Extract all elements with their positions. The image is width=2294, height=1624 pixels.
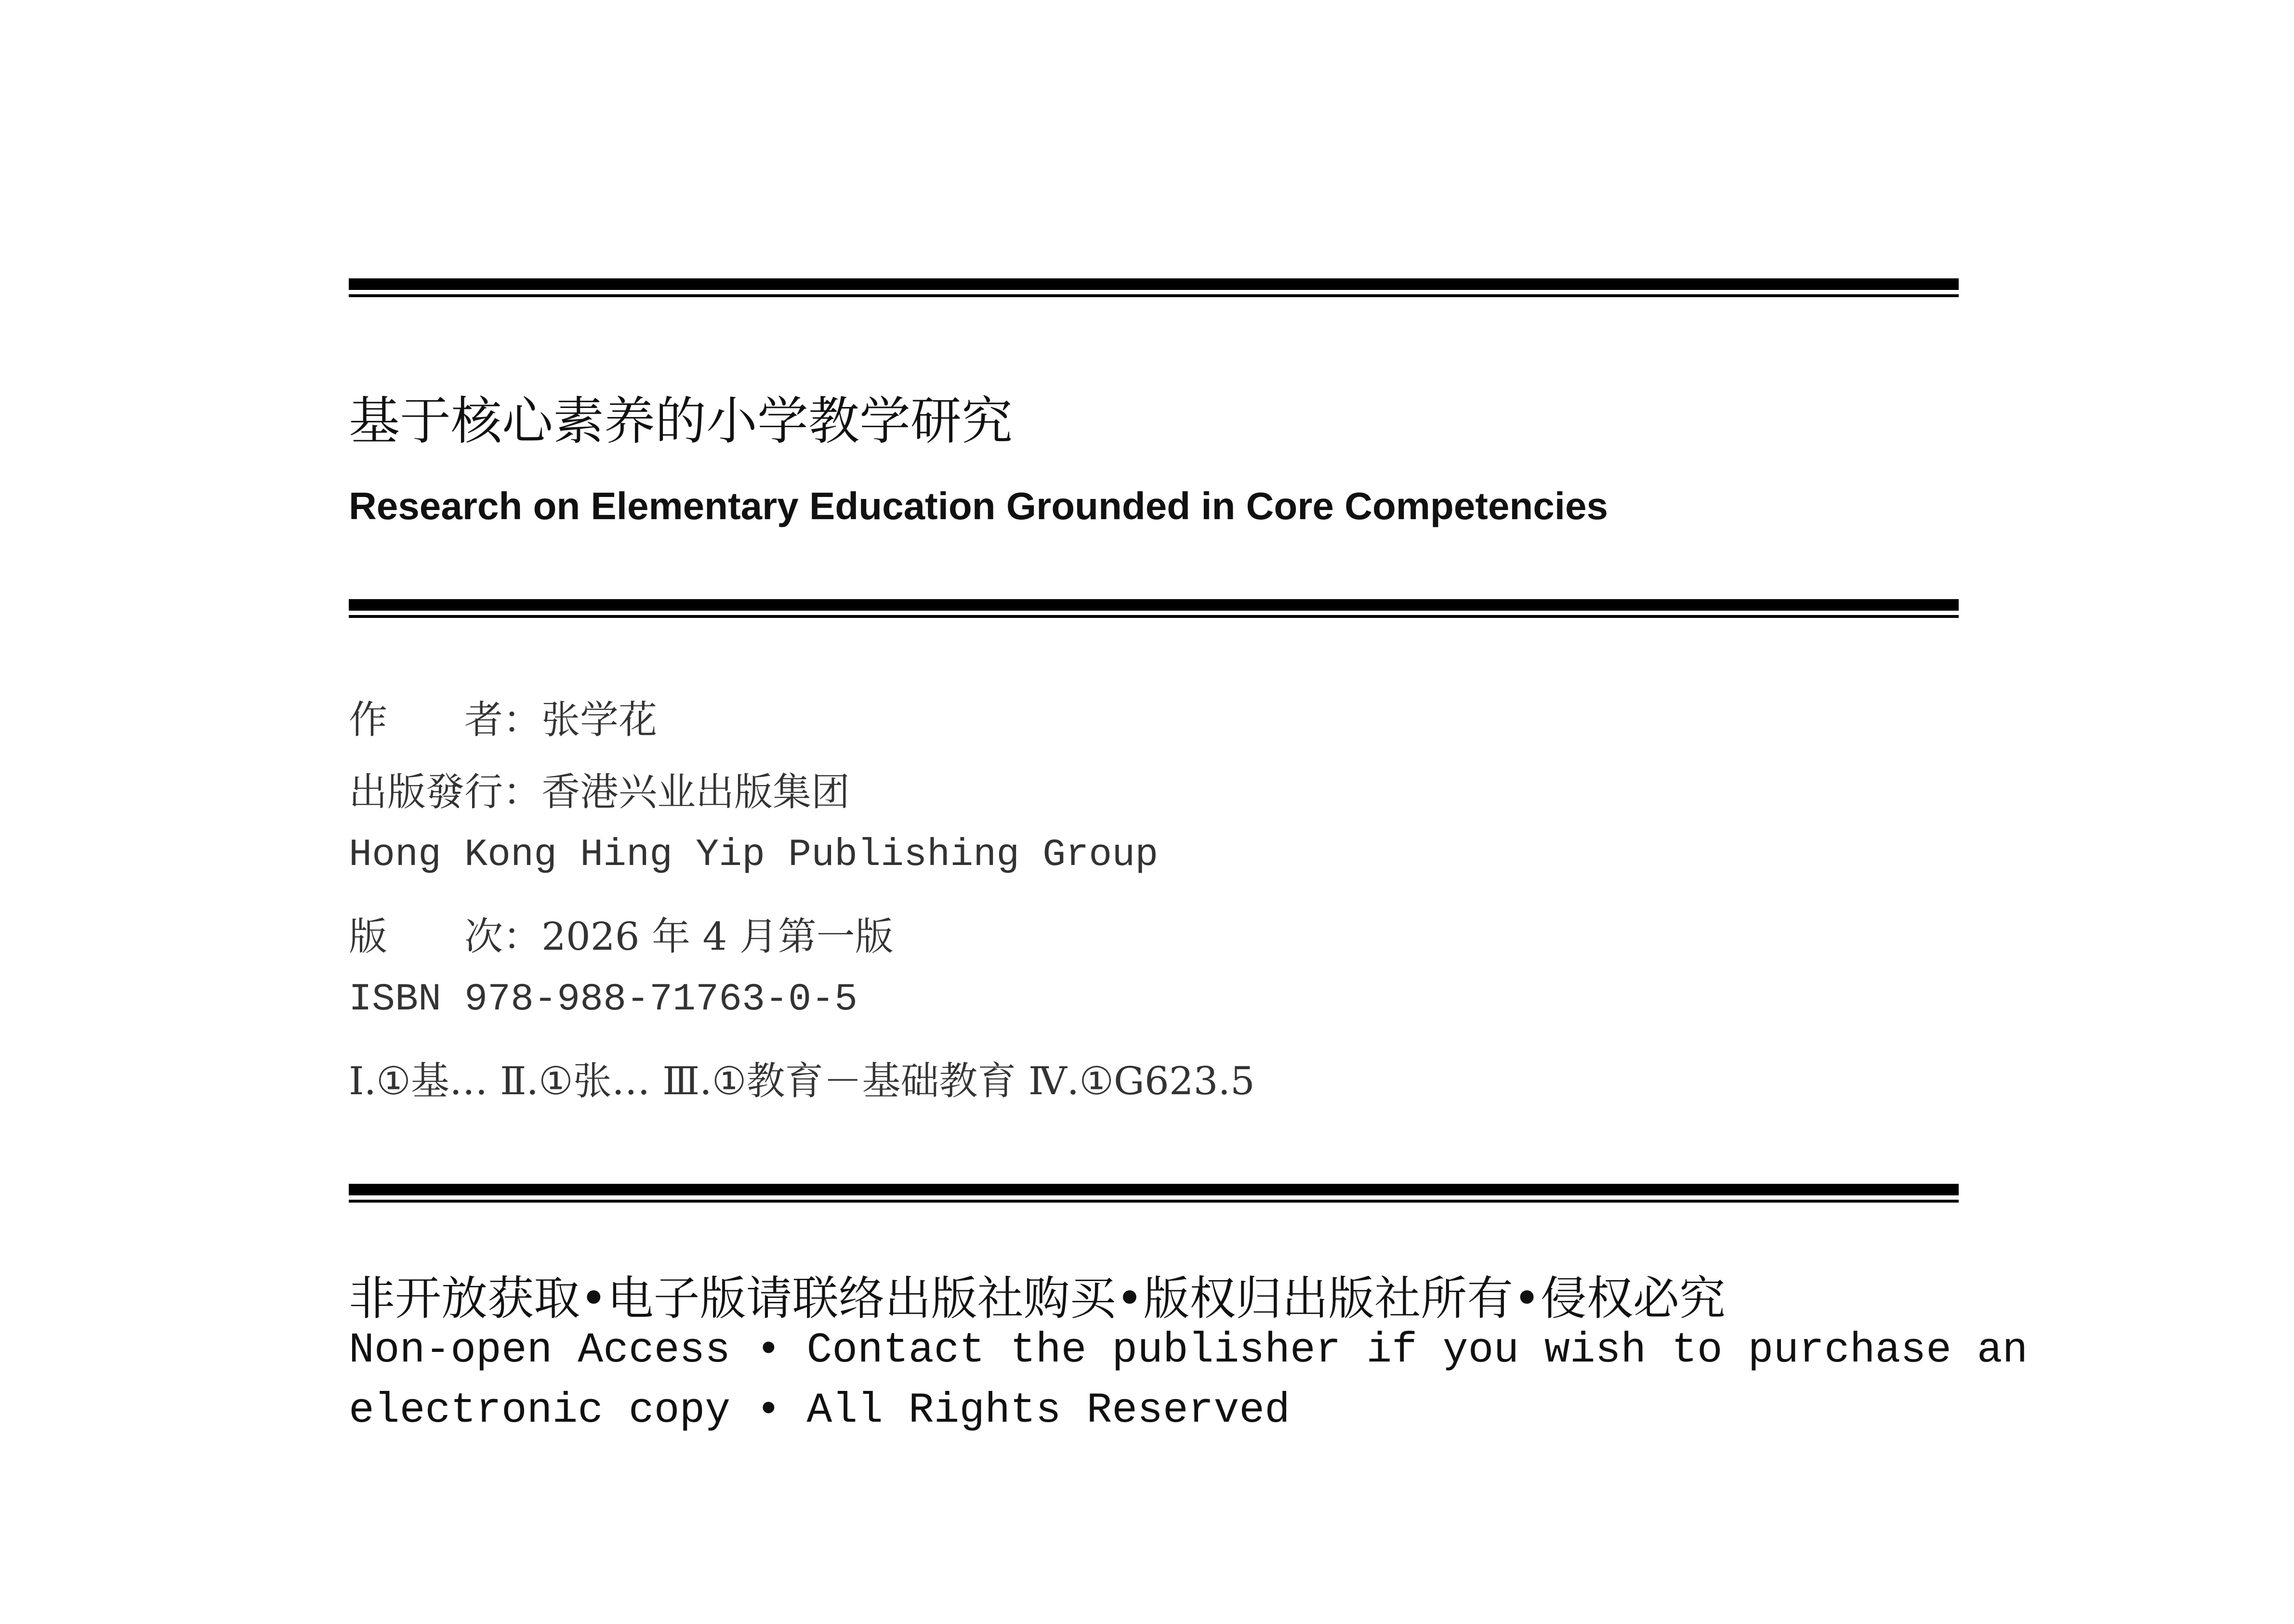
edition-label: 版 次： [349, 914, 541, 959]
isbn-line: ISBN 978-988-71763-0-5 [349, 978, 858, 1022]
copyright-notice-english-line-1: Non-open Access • Contact the publisher if you wish to purchase an [349, 1327, 2028, 1375]
publisher-label: 出版發行： [349, 770, 541, 814]
middle-double-rule [349, 599, 1959, 618]
middle-rule-thick-line [349, 599, 1959, 611]
edition-line [349, 905, 894, 961]
top-rule-thick-line [349, 278, 1959, 290]
middle-rule-thin-line [349, 615, 1959, 618]
bottom-rule-thick-line [349, 1184, 1959, 1195]
publisher-line [349, 761, 850, 816]
cip-classification-line: Ⅰ.①基… Ⅱ.①张… Ⅲ.①教育－基础教育 Ⅳ.①G623.5 [349, 1059, 1255, 1103]
publisher-name: 香港兴业出版集团 [541, 770, 850, 814]
bottom-rule-thin-line [349, 1200, 1959, 1203]
top-double-rule [349, 278, 1959, 297]
author-label: 作 者： [349, 697, 541, 742]
book-title-chinese: 基于核心素养的小学教学研究 [349, 392, 1013, 451]
book-title-english: Research on Elementary Education Grounded in Core Competencies [349, 485, 1608, 527]
top-rule-thin-line [349, 294, 1959, 297]
copyright-notice-english-line-2: electronic copy • All Rights Reserved [349, 1387, 1290, 1435]
publisher-name-english: Hong Kong Hing Yip Publishing Group [349, 833, 1159, 877]
author-name: 张学花 [541, 697, 657, 742]
copyright-notice-chinese: 非开放获取•电子版请联络出版社购买•版权归出版社所有•侵权必究 [349, 1271, 1726, 1325]
author-line [349, 689, 657, 744]
edition-value: 2026 年 4 月第一版 [541, 914, 894, 959]
bottom-double-rule [349, 1184, 1959, 1203]
